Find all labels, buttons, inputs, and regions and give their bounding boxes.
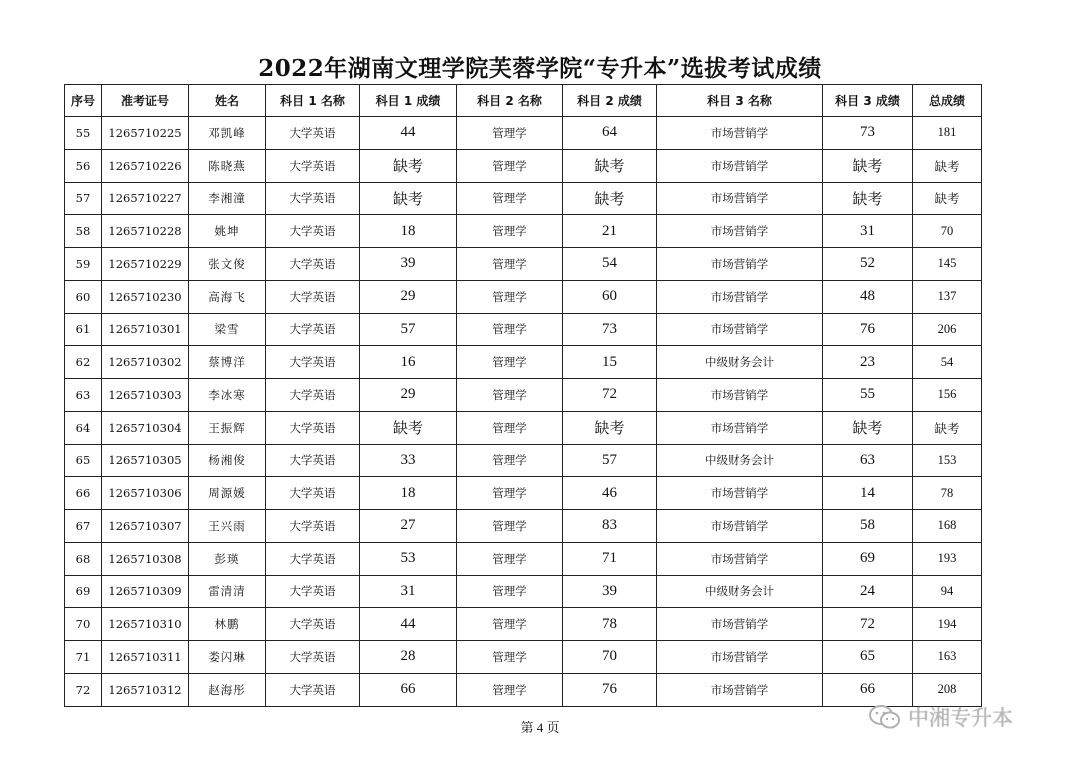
cell-subject3-name: 市场营销学 <box>657 313 823 346</box>
cell-name: 娄闪琳 <box>189 641 266 674</box>
cell-subject2-name: 管理学 <box>457 215 563 248</box>
cell-exam-id: 1265710230 <box>102 280 189 313</box>
cell-subject1-score: 53 <box>360 542 457 575</box>
cell-subject1-name: 大学英语 <box>266 477 360 510</box>
cell-subject3-score: 69 <box>823 542 913 575</box>
cell-subject1-score: 16 <box>360 346 457 379</box>
cell-subject2-score: 64 <box>563 117 657 150</box>
header-exam-id: 准考证号 <box>102 85 189 117</box>
cell-subject1-score: 29 <box>360 379 457 412</box>
header-subject3-name: 科目 3 名称 <box>657 85 823 117</box>
cell-subject2-score: 15 <box>563 346 657 379</box>
cell-total: 163 <box>913 641 982 674</box>
cell-subject2-score: 54 <box>563 248 657 281</box>
cell-subject2-score: 39 <box>563 575 657 608</box>
cell-name: 张文俊 <box>189 248 266 281</box>
cell-subject1-score: 缺考 <box>360 149 457 182</box>
table-body <box>65 117 982 707</box>
cell-total: 206 <box>913 313 982 346</box>
cell-subject3-score: 65 <box>823 641 913 674</box>
cell-exam-id: 1265710228 <box>102 215 189 248</box>
cell-subject3-score: 缺考 <box>823 182 913 215</box>
cell-subject1-name: 大学英语 <box>266 575 360 608</box>
cell-exam-id: 1265710226 <box>102 149 189 182</box>
cell-name: 赵海彤 <box>189 673 266 706</box>
cell-exam-id: 1265710307 <box>102 510 189 543</box>
cell-index: 56 <box>65 149 102 182</box>
cell-subject1-name: 大学英语 <box>266 248 360 281</box>
cell-subject1-name: 大学英语 <box>266 641 360 674</box>
cell-subject1-name: 大学英语 <box>266 673 360 706</box>
cell-subject2-score: 76 <box>563 673 657 706</box>
cell-name: 林鹏 <box>189 608 266 641</box>
table-row <box>65 608 982 641</box>
cell-subject3-name: 市场营销学 <box>657 542 823 575</box>
cell-subject3-name: 市场营销学 <box>657 149 823 182</box>
cell-subject2-score: 60 <box>563 280 657 313</box>
cell-subject3-name: 市场营销学 <box>657 248 823 281</box>
header-total: 总成绩 <box>913 85 982 117</box>
table-row <box>65 182 982 215</box>
cell-index: 71 <box>65 641 102 674</box>
cell-subject2-score: 72 <box>563 379 657 412</box>
cell-name: 陈晓燕 <box>189 149 266 182</box>
header-subject3-score: 科目 3 成绩 <box>823 85 913 117</box>
cell-subject2-name: 管理学 <box>457 411 563 444</box>
cell-subject3-name: 市场营销学 <box>657 641 823 674</box>
cell-subject3-score: 14 <box>823 477 913 510</box>
cell-subject3-score: 缺考 <box>823 149 913 182</box>
table-row <box>65 510 982 543</box>
cell-subject1-score: 39 <box>360 248 457 281</box>
cell-subject1-score: 66 <box>360 673 457 706</box>
cell-index: 68 <box>65 542 102 575</box>
cell-subject3-score: 72 <box>823 608 913 641</box>
cell-subject3-score: 48 <box>823 280 913 313</box>
cell-index: 63 <box>65 379 102 412</box>
cell-name: 高海飞 <box>189 280 266 313</box>
cell-subject3-name: 中级财务会计 <box>657 346 823 379</box>
watermark-text: 中湘专升本 <box>908 706 1013 730</box>
cell-subject3-score: 52 <box>823 248 913 281</box>
cell-subject2-name: 管理学 <box>457 346 563 379</box>
cell-subject1-score: 缺考 <box>360 411 457 444</box>
cell-name: 彭瑛 <box>189 542 266 575</box>
cell-subject2-name: 管理学 <box>457 510 563 543</box>
cell-index: 62 <box>65 346 102 379</box>
cell-subject2-score: 46 <box>563 477 657 510</box>
cell-subject3-score: 58 <box>823 510 913 543</box>
cell-subject2-score: 57 <box>563 444 657 477</box>
cell-total: 78 <box>913 477 982 510</box>
cell-subject2-name: 管理学 <box>457 149 563 182</box>
cell-subject1-score: 33 <box>360 444 457 477</box>
cell-subject2-score: 缺考 <box>563 149 657 182</box>
cell-subject1-name: 大学英语 <box>266 117 360 150</box>
cell-subject1-score: 44 <box>360 117 457 150</box>
cell-subject1-name: 大学英语 <box>266 379 360 412</box>
cell-exam-id: 1265710308 <box>102 542 189 575</box>
cell-name: 蔡博洋 <box>189 346 266 379</box>
cell-subject3-score: 24 <box>823 575 913 608</box>
table-row <box>65 575 982 608</box>
cell-subject1-name: 大学英语 <box>266 510 360 543</box>
cell-subject1-name: 大学英语 <box>266 346 360 379</box>
cell-subject3-name: 市场营销学 <box>657 379 823 412</box>
cell-subject1-score: 31 <box>360 575 457 608</box>
cell-name: 雷清清 <box>189 575 266 608</box>
cell-index: 70 <box>65 608 102 641</box>
cell-exam-id: 1265710225 <box>102 117 189 150</box>
cell-exam-id: 1265710303 <box>102 379 189 412</box>
cell-subject1-score: 28 <box>360 641 457 674</box>
cell-total: 94 <box>913 575 982 608</box>
cell-exam-id: 1265710229 <box>102 248 189 281</box>
cell-exam-id: 1265710311 <box>102 641 189 674</box>
cell-subject2-name: 管理学 <box>457 542 563 575</box>
cell-subject1-name: 大学英语 <box>266 149 360 182</box>
cell-subject1-score: 29 <box>360 280 457 313</box>
cell-total: 缺考 <box>913 411 982 444</box>
wechat-icon <box>868 704 902 730</box>
cell-total: 181 <box>913 117 982 150</box>
page-title: 2022年湖南文理学院芙蓉学院“专升本”选拔考试成绩 <box>258 55 822 82</box>
cell-exam-id: 1265710304 <box>102 411 189 444</box>
cell-name: 王振辉 <box>189 411 266 444</box>
cell-name: 王兴雨 <box>189 510 266 543</box>
cell-index: 65 <box>65 444 102 477</box>
cell-total: 137 <box>913 280 982 313</box>
cell-subject3-score: 缺考 <box>823 411 913 444</box>
cell-subject2-name: 管理学 <box>457 117 563 150</box>
cell-subject1-name: 大学英语 <box>266 444 360 477</box>
cell-subject3-score: 55 <box>823 379 913 412</box>
cell-exam-id: 1265710305 <box>102 444 189 477</box>
cell-name: 李冰寒 <box>189 379 266 412</box>
cell-subject2-score: 83 <box>563 510 657 543</box>
cell-subject3-name: 市场营销学 <box>657 280 823 313</box>
cell-subject3-score: 66 <box>823 673 913 706</box>
cell-exam-id: 1265710306 <box>102 477 189 510</box>
cell-subject2-score: 缺考 <box>563 182 657 215</box>
cell-subject2-score: 21 <box>563 215 657 248</box>
cell-subject3-name: 市场营销学 <box>657 411 823 444</box>
cell-subject2-name: 管理学 <box>457 182 563 215</box>
cell-subject3-name: 市场营销学 <box>657 182 823 215</box>
table-row <box>65 346 982 379</box>
cell-subject2-name: 管理学 <box>457 673 563 706</box>
page-number: 第 4 页 <box>520 720 560 735</box>
cell-subject2-name: 管理学 <box>457 608 563 641</box>
cell-subject1-name: 大学英语 <box>266 313 360 346</box>
cell-subject1-score: 18 <box>360 477 457 510</box>
header-subject2-score: 科目 2 成绩 <box>563 85 657 117</box>
cell-subject1-score: 27 <box>360 510 457 543</box>
header-row <box>65 85 982 117</box>
cell-subject2-name: 管理学 <box>457 379 563 412</box>
watermark <box>868 702 1013 732</box>
table-row <box>65 411 982 444</box>
table-row <box>65 248 982 281</box>
cell-subject1-name: 大学英语 <box>266 280 360 313</box>
cell-index: 67 <box>65 510 102 543</box>
cell-total: 153 <box>913 444 982 477</box>
cell-subject3-score: 76 <box>823 313 913 346</box>
score-table <box>64 84 982 707</box>
cell-index: 57 <box>65 182 102 215</box>
cell-subject1-name: 大学英语 <box>266 608 360 641</box>
cell-name: 姚坤 <box>189 215 266 248</box>
cell-subject2-name: 管理学 <box>457 248 563 281</box>
cell-subject3-name: 市场营销学 <box>657 673 823 706</box>
cell-subject3-score: 63 <box>823 444 913 477</box>
cell-total: 193 <box>913 542 982 575</box>
header-subject2-name: 科目 2 名称 <box>457 85 563 117</box>
cell-subject2-score: 缺考 <box>563 411 657 444</box>
cell-subject2-name: 管理学 <box>457 280 563 313</box>
cell-subject2-score: 71 <box>563 542 657 575</box>
cell-exam-id: 1265710312 <box>102 673 189 706</box>
cell-subject1-score: 18 <box>360 215 457 248</box>
cell-subject1-name: 大学英语 <box>266 542 360 575</box>
cell-name: 梁雪 <box>189 313 266 346</box>
header-subject1-score: 科目 1 成绩 <box>360 85 457 117</box>
cell-subject2-score: 78 <box>563 608 657 641</box>
cell-subject2-name: 管理学 <box>457 575 563 608</box>
cell-index: 66 <box>65 477 102 510</box>
cell-total: 156 <box>913 379 982 412</box>
cell-subject3-name: 市场营销学 <box>657 117 823 150</box>
table-row <box>65 542 982 575</box>
cell-subject3-name: 市场营销学 <box>657 477 823 510</box>
table-row <box>65 673 982 706</box>
cell-subject3-score: 31 <box>823 215 913 248</box>
cell-total: 缺考 <box>913 149 982 182</box>
cell-subject2-name: 管理学 <box>457 313 563 346</box>
header-subject1-name: 科目 1 名称 <box>266 85 360 117</box>
table-row <box>65 280 982 313</box>
cell-total: 70 <box>913 215 982 248</box>
table-row <box>65 117 982 150</box>
table-row <box>65 215 982 248</box>
cell-subject3-name: 市场营销学 <box>657 510 823 543</box>
cell-total: 145 <box>913 248 982 281</box>
cell-index: 60 <box>65 280 102 313</box>
cell-index: 72 <box>65 673 102 706</box>
cell-total: 54 <box>913 346 982 379</box>
table-row <box>65 444 982 477</box>
cell-subject3-name: 中级财务会计 <box>657 575 823 608</box>
cell-total: 208 <box>913 673 982 706</box>
cell-index: 58 <box>65 215 102 248</box>
cell-subject2-name: 管理学 <box>457 477 563 510</box>
cell-subject1-score: 44 <box>360 608 457 641</box>
cell-subject3-score: 23 <box>823 346 913 379</box>
header-name: 姓名 <box>189 85 266 117</box>
cell-exam-id: 1265710310 <box>102 608 189 641</box>
table-row <box>65 641 982 674</box>
cell-total: 缺考 <box>913 182 982 215</box>
cell-name: 李湘潼 <box>189 182 266 215</box>
cell-name: 周源媛 <box>189 477 266 510</box>
cell-name: 邓凯峰 <box>189 117 266 150</box>
cell-name: 杨湘俊 <box>189 444 266 477</box>
cell-index: 55 <box>65 117 102 150</box>
cell-subject1-name: 大学英语 <box>266 411 360 444</box>
cell-exam-id: 1265710227 <box>102 182 189 215</box>
cell-subject2-name: 管理学 <box>457 641 563 674</box>
cell-index: 59 <box>65 248 102 281</box>
cell-subject3-name: 中级财务会计 <box>657 444 823 477</box>
table-row <box>65 477 982 510</box>
cell-subject1-score: 57 <box>360 313 457 346</box>
cell-subject2-name: 管理学 <box>457 444 563 477</box>
table-row <box>65 313 982 346</box>
cell-subject1-name: 大学英语 <box>266 182 360 215</box>
cell-subject3-name: 市场营销学 <box>657 215 823 248</box>
cell-index: 64 <box>65 411 102 444</box>
cell-total: 168 <box>913 510 982 543</box>
cell-index: 61 <box>65 313 102 346</box>
table-row <box>65 379 982 412</box>
cell-exam-id: 1265710301 <box>102 313 189 346</box>
cell-exam-id: 1265710302 <box>102 346 189 379</box>
cell-subject2-score: 73 <box>563 313 657 346</box>
header-index: 序号 <box>65 85 102 117</box>
table-row <box>65 149 982 182</box>
cell-exam-id: 1265710309 <box>102 575 189 608</box>
cell-subject3-score: 73 <box>823 117 913 150</box>
cell-subject1-name: 大学英语 <box>266 215 360 248</box>
cell-subject2-score: 70 <box>563 641 657 674</box>
cell-subject3-name: 市场营销学 <box>657 608 823 641</box>
cell-total: 194 <box>913 608 982 641</box>
cell-subject1-score: 缺考 <box>360 182 457 215</box>
cell-index: 69 <box>65 575 102 608</box>
